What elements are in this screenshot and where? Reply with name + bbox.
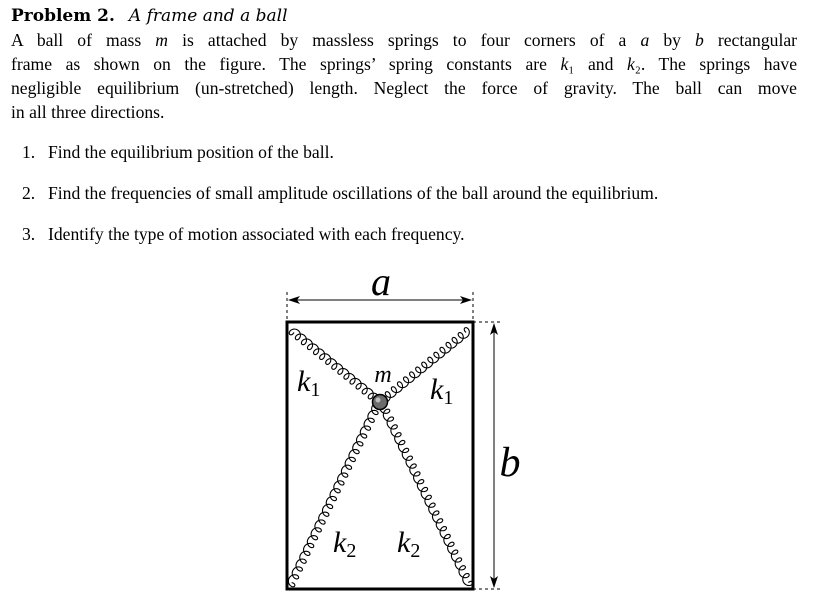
spring-top-right: [381, 328, 469, 403]
spring-top-left: [289, 329, 379, 401]
problem-label: Problem 2.: [11, 6, 115, 26]
spring-label-bottom-left: k2: [333, 526, 357, 562]
rectangular-frame: [287, 322, 473, 589]
height-dimension: [473, 322, 521, 589]
spring-label-bottom-right: k2: [397, 526, 421, 562]
mass-label: m: [374, 362, 392, 388]
ball: [373, 395, 388, 410]
problem-subtitle: A frame and a ball: [128, 6, 288, 26]
statement-line: negligible equilibrium (un-stretched) length. Neglect the force of gravity. The ball can move: [11, 78, 797, 98]
question-text: Find the equilibrium position of the ball.: [48, 142, 334, 162]
spring-bottom-right: [380, 403, 473, 586]
statement-line: frame as shown on the figure. The springs’ spring constants are k₁ and k₂. The springs have: [11, 54, 797, 74]
height-label: b: [499, 440, 521, 486]
spring-bottom-left: [288, 403, 378, 587]
problem-heading: [11, 4, 797, 28]
question-text: Find the frequencies of small amplitude oscillations of the ball around the equilibrium.: [48, 183, 659, 203]
question-text: Identify the type of motion associated with each frequency.: [48, 224, 465, 244]
statement-line: A ball of mass m is attached by massless springs to four corners of a a by b rectangular: [11, 30, 797, 50]
question-item: 1. Find the equilibrium position of the ball.: [22, 142, 334, 162]
springs: [288, 328, 473, 587]
question-item: 3. Identify the type of motion associated with each frequency.: [22, 224, 465, 244]
problem-page: [11, 4, 797, 124]
statement-line: in all three directions.: [11, 102, 165, 122]
problem-statement: [11, 28, 797, 124]
spring-label-top-left: k1: [297, 365, 321, 401]
question-list: [22, 140, 658, 263]
spring-label-top-right: k1: [430, 373, 454, 409]
width-label: a: [371, 259, 391, 304]
width-dimension: [287, 259, 473, 322]
question-item: 2. Find the frequencies of small amplitude oscillations of the ball around the equilibrium.: [22, 183, 659, 203]
